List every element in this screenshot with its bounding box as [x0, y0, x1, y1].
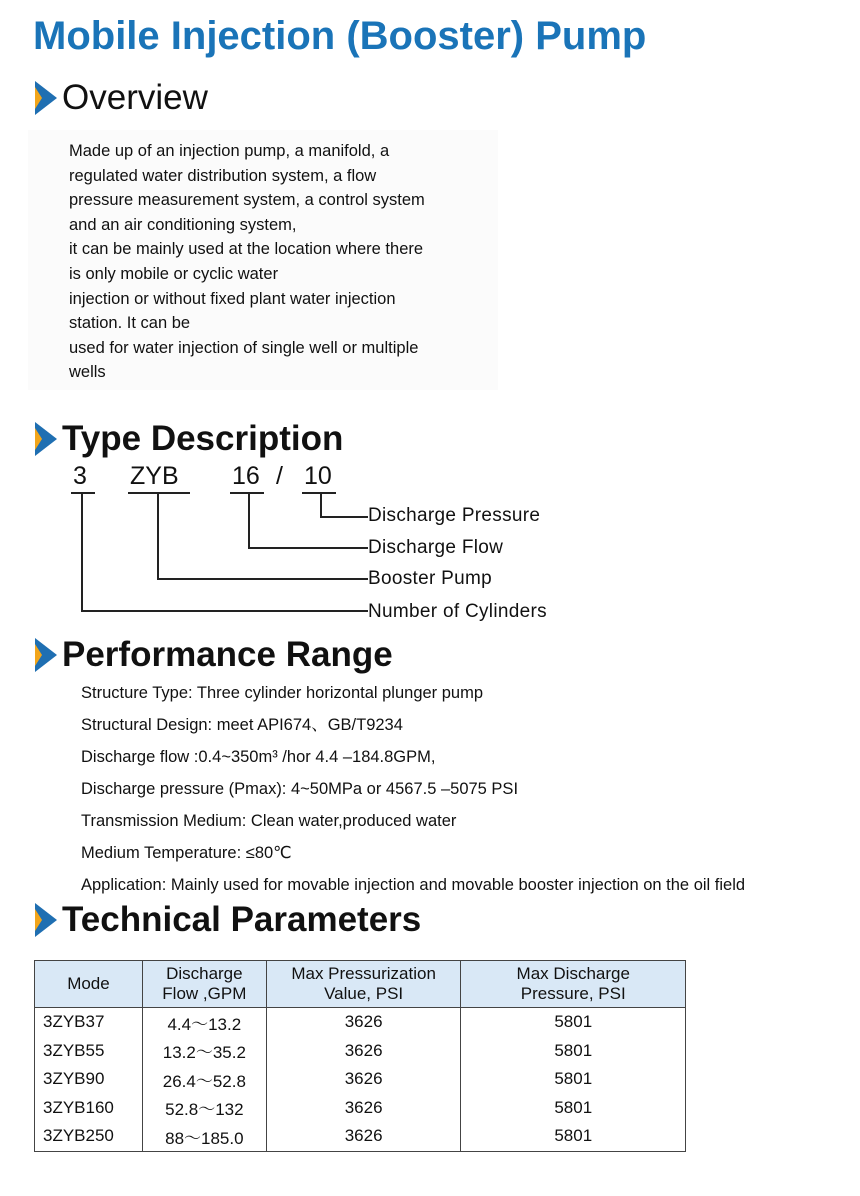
label-discharge-flow: Discharge Flow: [368, 537, 504, 558]
cell-flow: 4.4～13.2: [142, 1008, 266, 1037]
blue-chevron-arrow-icon: [35, 81, 57, 115]
technical-heading: [35, 898, 421, 942]
type-description-heading: [35, 417, 343, 461]
performance-item: Transmission Medium: Clean water,produced water: [81, 812, 457, 830]
overview-text: Made up of an injection pump, a manifold, a regulated water distribution system, a flow pressure measurement system, a control system and an air conditioning system, it can be mainly used at the location where there is only mobile or cyclic water injection or without fixed plant water injection station. It can be used for water injection of single well or multiple wells: [69, 142, 425, 382]
connector-pressure-h: [320, 516, 368, 518]
table-row: [35, 1037, 686, 1066]
cell-discharge-pressure: 5801: [461, 1094, 686, 1123]
cell-pressurization: 3626: [266, 1094, 461, 1123]
performance-item: Medium Temperature: ≤80℃: [81, 844, 292, 862]
label-number-of-cylinders: Number of Cylinders: [368, 601, 547, 622]
blue-chevron-arrow-icon: [35, 422, 57, 456]
label-booster-pump: Booster Pump: [368, 568, 492, 589]
connector-cylinders-h: [81, 610, 368, 612]
table-header-row: [35, 961, 686, 1008]
column-header-discharge-flow: Discharge Flow ,GPM: [142, 961, 266, 1008]
column-header-max-discharge-pressure: Max Discharge Pressure, PSI: [461, 961, 686, 1008]
code-series-underline: [128, 492, 190, 494]
page-title: Mobile Injection (Booster) Pump: [33, 14, 647, 58]
cell-mode: 3ZYB160: [35, 1094, 143, 1123]
cell-flow: 88～185.0: [142, 1122, 266, 1151]
connector-pressure-v: [320, 493, 322, 518]
column-header-mode: Mode: [35, 961, 143, 1008]
performance-heading: [35, 633, 393, 677]
code-series: ZYB: [130, 462, 179, 490]
performance-item: Structural Design: meet API674、GB/T9234: [81, 716, 403, 734]
table-row: [35, 1008, 686, 1037]
cell-pressurization: 3626: [266, 1122, 461, 1151]
cell-mode: 3ZYB90: [35, 1065, 143, 1094]
code-flow: 16: [232, 462, 260, 490]
code-flow-underline: [230, 492, 264, 494]
cell-flow: 26.4～52.8: [142, 1065, 266, 1094]
cell-mode: 3ZYB37: [35, 1008, 143, 1037]
code-cylinders: 3: [73, 462, 87, 490]
overview-heading: [35, 76, 208, 120]
cell-pressurization: 3626: [266, 1037, 461, 1066]
code-slash: /: [276, 462, 283, 490]
cell-pressurization: 3626: [266, 1065, 461, 1094]
type-description-heading-label: Type Description: [62, 419, 344, 458]
connector-series-v: [157, 493, 159, 580]
code-pressure: 10: [304, 462, 332, 490]
connector-cylinders-v: [81, 493, 83, 612]
blue-chevron-arrow-icon: [35, 638, 57, 672]
cell-mode: 3ZYB55: [35, 1037, 143, 1066]
connector-flow-v: [248, 493, 250, 549]
cell-flow: 13.2～35.2: [142, 1037, 266, 1066]
column-header-max-pressurization: Max Pressurization Value, PSI: [266, 961, 461, 1008]
label-discharge-pressure: Discharge Pressure: [368, 505, 541, 526]
performance-item: Structure Type: Three cylinder horizontal plunger pump: [81, 684, 484, 702]
overview-heading-label: Overview: [62, 78, 208, 117]
cell-discharge-pressure: 5801: [461, 1065, 686, 1094]
connector-flow-h: [248, 547, 368, 549]
technical-parameters-table: [34, 960, 686, 1152]
code-pressure-underline: [302, 492, 336, 494]
blue-chevron-arrow-icon: [35, 903, 57, 937]
cell-discharge-pressure: 5801: [461, 1122, 686, 1151]
cell-discharge-pressure: 5801: [461, 1008, 686, 1037]
cell-discharge-pressure: 5801: [461, 1037, 686, 1066]
performance-list: [81, 678, 745, 902]
performance-item: Discharge pressure (Pmax): 4~50MPa or 4567.5 –5075 PSI: [81, 780, 519, 798]
table-row: [35, 1094, 686, 1123]
connector-series-h: [157, 578, 368, 580]
table-row: [35, 1122, 686, 1151]
cell-flow: 52.8～132: [142, 1094, 266, 1123]
cell-pressurization: 3626: [266, 1008, 461, 1037]
performance-item: Application: Mainly used for movable injection and movable booster injection on the oil field: [81, 876, 746, 894]
cell-mode: 3ZYB250: [35, 1122, 143, 1151]
performance-item: Discharge flow :0.4~350m³ /hor 4.4 –184.8GPM,: [81, 748, 436, 766]
technical-heading-label: Technical Parameters: [62, 900, 422, 939]
performance-heading-label: Performance Range: [62, 635, 393, 674]
code-cylinders-underline: [71, 492, 95, 494]
table-row: [35, 1065, 686, 1094]
